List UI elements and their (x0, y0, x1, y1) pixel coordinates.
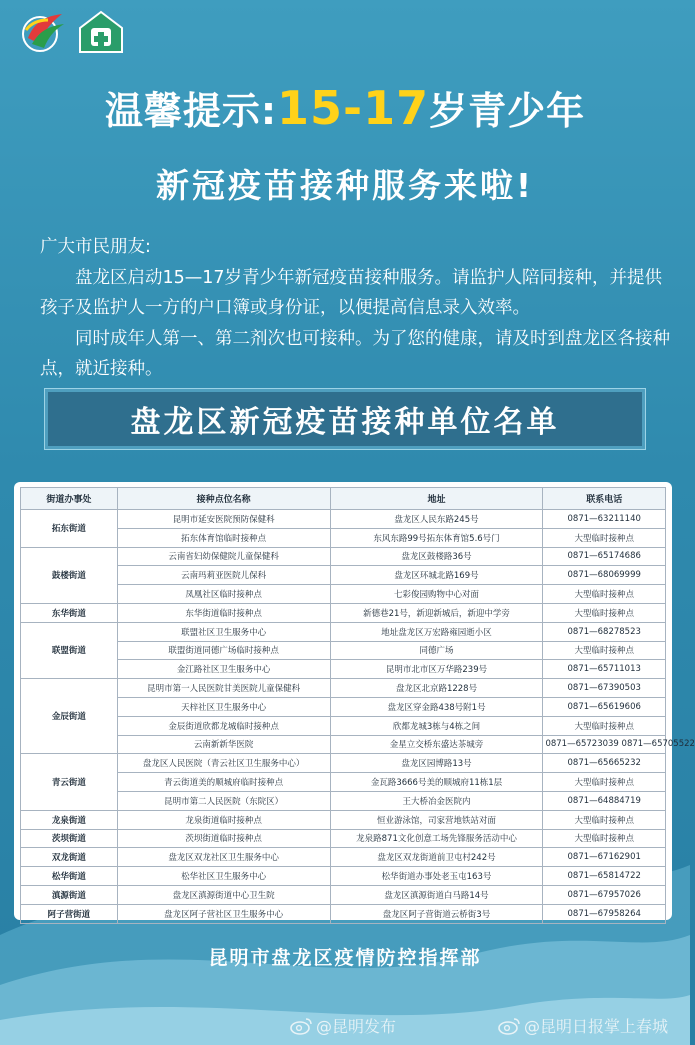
cell-street: 阿子营街道 (21, 904, 118, 923)
cell-address: 欣都龙城3栋与4栋之间 (330, 716, 543, 735)
table-body (21, 510, 695, 924)
table-header-row (21, 488, 666, 510)
header-street: 街道办事处 (21, 488, 118, 510)
table-row (21, 547, 666, 566)
cell-address: 金星立交桥东盛达茶城旁 (330, 735, 543, 754)
watermark-2-text: @昆明日报掌上春城 (524, 1017, 669, 1036)
cell-address: 七彩俊园购物中心对面 (330, 585, 543, 604)
cell-phone: 0871—67390503 (543, 679, 666, 698)
cell-address: 王大桥冶金医院内 (330, 791, 543, 810)
table-row (21, 735, 666, 754)
cell-address: 地址盘龙区万宏路雍园逝小区 (330, 622, 543, 641)
cell-site-name: 龙泉街道临时接种点 (117, 810, 330, 829)
header-address: 地址 (330, 488, 543, 510)
table-row (21, 810, 666, 829)
cell-street: 青云街道 (21, 754, 118, 810)
table-row (21, 603, 666, 622)
cell-phone: 0871—67162901 (543, 848, 666, 867)
cell-phone: 大型临时接种点 (543, 810, 666, 829)
cell-address: 盘龙区环城北路169号 (330, 566, 543, 585)
table-row (21, 867, 666, 886)
watermark-2 (498, 1014, 668, 1037)
cell-site-name: 青云街道美的顺城府临时接种点 (117, 773, 330, 792)
cell-address: 盘龙区穿金路438号附1号 (330, 697, 543, 716)
vaccination-table (20, 487, 695, 924)
cell-address: 新德巷21号，新迎新城后，新迎中学旁 (330, 603, 543, 622)
table-row (21, 904, 666, 923)
cell-address: 龙泉路871文化创意工场先锋服务活动中心 (330, 829, 543, 848)
cell-site-name: 昆明市第二人民医院（东院区） (117, 791, 330, 810)
cell-phone: 大型临时接种点 (543, 773, 666, 792)
cell-phone: 0871—65723039 0871—65705522 (543, 735, 666, 754)
weibo-icon (498, 1017, 520, 1035)
title-age-range: 15-17 (277, 81, 430, 135)
cell-address: 金瓦路3666号美的顺城府11栋1层 (330, 773, 543, 792)
cell-street: 滇源街道 (21, 885, 118, 904)
cell-address: 盘龙区双龙街道前卫屯村242号 (330, 848, 543, 867)
table-row (21, 660, 666, 679)
cell-phone: 大型临时接种点 (543, 641, 666, 660)
weibo-icon (290, 1017, 312, 1035)
table-row (21, 829, 666, 848)
cell-street: 鼓楼街道 (21, 547, 118, 603)
table-row (21, 716, 666, 735)
cell-phone: 0871—63211140 (543, 510, 666, 529)
cell-phone: 0871—65665232 (543, 754, 666, 773)
cell-site-name: 茨坝街道临时接种点 (117, 829, 330, 848)
intro-paragraph-2: 同时成年人第一、第二剂次也可接种。为了您的健康，请及时到盘龙区各接种点，就近接种。 (40, 328, 670, 379)
cell-phone: 大型临时接种点 (543, 585, 666, 604)
vaccination-table-card (14, 482, 695, 920)
cell-site-name: 盘龙区双龙社区卫生服务中心 (117, 848, 330, 867)
page-title (0, 80, 690, 135)
header-phone: 联系电话 (543, 488, 666, 510)
table-row (21, 885, 666, 904)
cell-site-name: 联盟社区卫生服务中心 (117, 622, 330, 641)
list-title: 盘龙区新冠疫苗接种单位名单 (130, 405, 560, 440)
cell-phone: 0871—65711013 (543, 660, 666, 679)
table-row (21, 791, 666, 810)
cell-site-name: 云南玛莉亚医院儿保科 (117, 566, 330, 585)
table-row (21, 585, 666, 604)
cell-site-name: 盘龙区阿子营社区卫生服务中心 (117, 904, 330, 923)
table-row (21, 773, 666, 792)
cell-street: 联盟街道 (21, 622, 118, 678)
cell-site-name: 盘龙区滇源街道中心卫生院 (117, 885, 330, 904)
cell-street: 龙泉街道 (21, 810, 118, 829)
cell-site-name: 云南新新华医院 (117, 735, 330, 754)
cell-phone: 0871—67958264 (543, 904, 666, 923)
cell-site-name: 昆明市第一人民医院甘美医院儿童保健科 (117, 679, 330, 698)
cell-phone: 大型临时接种点 (543, 716, 666, 735)
cell-site-name: 天梓社区卫生服务中心 (117, 697, 330, 716)
cell-street: 拓东街道 (21, 510, 118, 548)
cell-phone: 0871—68278523 (543, 622, 666, 641)
cell-street: 金辰街道 (21, 679, 118, 754)
cell-address: 盘龙区人民东路245号 (330, 510, 543, 529)
cell-address: 盘龙区鼓楼路36号 (330, 547, 543, 566)
table-row (21, 528, 666, 547)
cell-street: 双龙街道 (21, 848, 118, 867)
emblem-logo-icon (18, 8, 68, 56)
cell-address: 同德广场 (330, 641, 543, 660)
cell-site-name: 凤凰社区临时接种点 (117, 585, 330, 604)
cell-phone: 大型临时接种点 (543, 603, 666, 622)
cell-phone: 大型临时接种点 (543, 528, 666, 547)
cell-site-name: 昆明市延安医院预防保健科 (117, 510, 330, 529)
cell-address: 盘龙区滇源街道白马路14号 (330, 885, 543, 904)
cell-address: 东风东路99号拓东体育馆5.6号门 (330, 528, 543, 547)
header-site-name: 接种点位名称 (117, 488, 330, 510)
issuer: 昆明市盘龙区疫情防控指挥部 (208, 947, 482, 969)
table-row (21, 697, 666, 716)
health-house-logo-icon (76, 8, 126, 56)
salutation: 广大市民朋友: (40, 237, 151, 257)
list-banner (44, 388, 646, 450)
title-prefix: 温馨提示: (104, 89, 278, 133)
cell-address: 松华街道办事处老玉屯163号 (330, 867, 543, 886)
table-row (21, 510, 666, 529)
cell-site-name: 东华街道临时接种点 (117, 603, 330, 622)
cell-site-name: 联盟街道同德广场临时接种点 (117, 641, 330, 660)
cell-address: 盘龙区园博路13号 (330, 754, 543, 773)
table-row (21, 641, 666, 660)
cell-street: 茨坝街道 (21, 829, 118, 848)
cell-address: 昆明市北市区万华路239号 (330, 660, 543, 679)
table-row (21, 622, 666, 641)
cell-street: 东华街道 (21, 603, 118, 622)
logo-group (18, 8, 126, 56)
intro-text (40, 232, 670, 385)
cell-site-name: 金江路社区卫生服务中心 (117, 660, 330, 679)
watermarks (0, 1014, 690, 1042)
table-row (21, 848, 666, 867)
cell-site-name: 金辰街道欣都龙城临时接种点 (117, 716, 330, 735)
cell-address: 恒业游泳馆，司家营地铁站对面 (330, 810, 543, 829)
cell-site-name: 盘龙区人民医院（青云社区卫生服务中心） (117, 754, 330, 773)
cell-site-name: 拓东体育馆临时接种点 (117, 528, 330, 547)
watermark-1-text: @昆明发布 (316, 1017, 397, 1036)
cell-phone: 0871—65174686 (543, 547, 666, 566)
table-row (21, 566, 666, 585)
cell-address: 盘龙区北京路1228号 (330, 679, 543, 698)
cell-site-name: 云南省妇幼保健院儿童保健科 (117, 547, 330, 566)
cell-phone: 大型临时接种点 (543, 829, 666, 848)
intro-paragraph-1: 盘龙区启动15—17岁青少年新冠疫苗接种服务。请监护人陪同接种，并提供孩子及监护人一方的户口簿或身份证，以便提高信息录入效率。 (40, 267, 663, 318)
table-row (21, 679, 666, 698)
cell-address: 盘龙区阿子营街道云桥街3号 (330, 904, 543, 923)
page-subtitle: 新冠疫苗接种服务来啦! (155, 166, 535, 205)
cell-phone: 0871—68069999 (543, 566, 666, 585)
title-suffix: 岁青少年 (429, 89, 586, 133)
cell-site-name: 松华社区卫生服务中心 (117, 867, 330, 886)
cell-street: 松华街道 (21, 867, 118, 886)
cell-phone: 0871—65814722 (543, 867, 666, 886)
watermark-1 (290, 1014, 396, 1037)
cell-phone: 0871—64884719 (543, 791, 666, 810)
cell-phone: 0871—65619606 (543, 697, 666, 716)
table-row (21, 754, 666, 773)
cell-phone: 0871—67957026 (543, 885, 666, 904)
